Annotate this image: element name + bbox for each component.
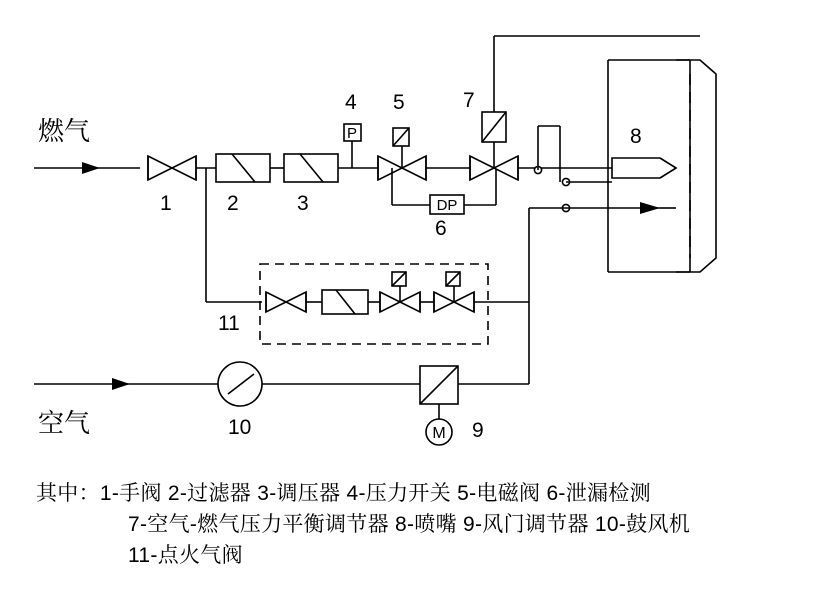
component-number-7: 7 <box>463 89 475 112</box>
component-number-10: 10 <box>228 416 252 439</box>
ignition-solenoid-1-left <box>380 292 400 312</box>
legend-prefix: 其中： <box>36 482 100 505</box>
valve-5-right-triangle <box>402 156 426 180</box>
valve-5-left-triangle <box>378 156 402 180</box>
gas-flow-arrow <box>82 162 100 174</box>
valve-1-right-triangle <box>172 156 196 180</box>
nozzle-8-body <box>612 158 676 178</box>
air-inlet-label: 空气 <box>38 408 91 438</box>
component-number-2: 2 <box>227 192 239 215</box>
component-number-4: 4 <box>345 91 357 114</box>
ignition-valve-right-triangle <box>286 292 306 312</box>
pressure-switch-symbol-text: P <box>346 125 358 142</box>
ignition-solenoid-2-left <box>434 292 454 312</box>
valve-7-left-triangle <box>470 156 494 180</box>
legend-items-line-3: 11-点火气阀 <box>128 544 243 567</box>
component-number-1: 1 <box>160 192 172 215</box>
legend-line-2 <box>36 509 806 540</box>
legend-items-line-1: 1-手阀 2-过滤器 3-调压器 4-压力开关 5-电磁阀 6-泄漏检测 <box>99 482 651 505</box>
furnace-body-outline <box>676 60 716 272</box>
component-number-6: 6 <box>435 217 447 240</box>
air-flow-arrow <box>112 378 130 390</box>
component-number-8: 8 <box>630 125 642 148</box>
valve-7-right-triangle <box>494 156 518 180</box>
legend-line-3 <box>36 540 806 571</box>
component-number-9: 9 <box>472 419 484 442</box>
gas-inlet-label: 燃气 <box>38 116 91 146</box>
ignition-valve-left-triangle <box>266 292 286 312</box>
ignition-solenoid-2-right <box>454 292 474 312</box>
air-duct-arrow <box>640 202 660 214</box>
legend-block <box>36 478 806 571</box>
component-number-3: 3 <box>297 192 309 215</box>
legend-line-1 <box>36 478 806 509</box>
motor-symbol-text: M <box>432 425 446 442</box>
legend-items-line-2: 7-空气-燃气压力平衡调节器 8-喷嘴 9-风门调节器 10-鼓风机 <box>128 513 691 536</box>
leak-detector-symbol-text: DP <box>436 197 458 214</box>
component-number-5: 5 <box>393 91 405 114</box>
valve-1-left-triangle <box>148 156 172 180</box>
component-number-11: 11 <box>218 312 240 335</box>
ignition-solenoid-1-right <box>400 292 420 312</box>
